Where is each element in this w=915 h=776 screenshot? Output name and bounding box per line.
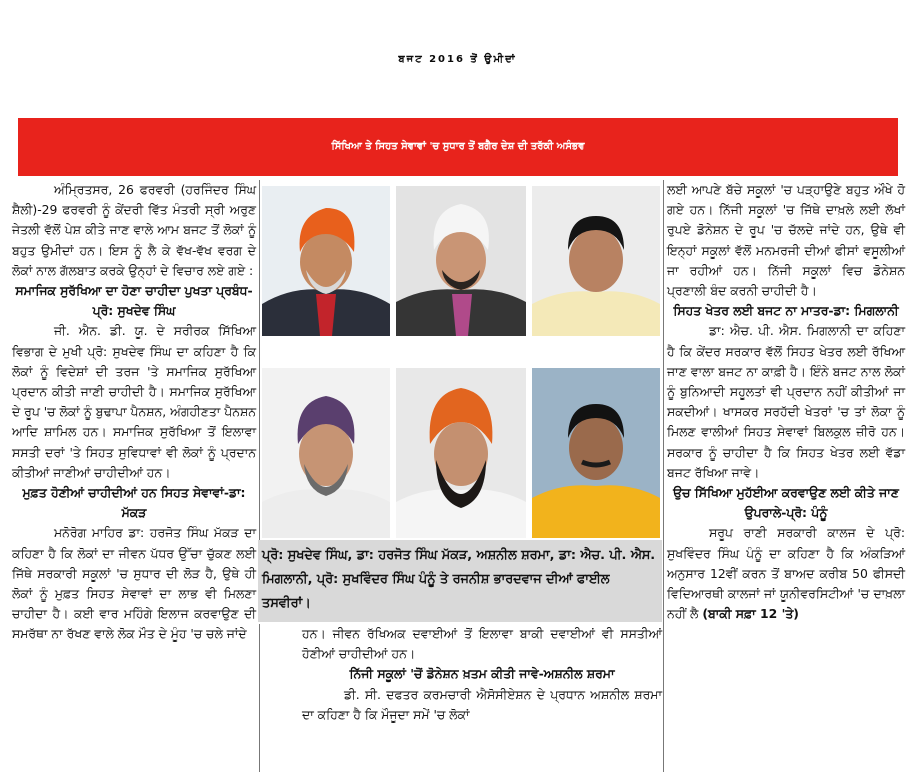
portrait-white-turban-icon — [396, 186, 526, 336]
photo-hps-miglani — [262, 368, 390, 538]
subheading-sukhdev: ਸਮਾਜਿਕ ਸੁਰੱਖਿਆ ਦਾ ਹੋਣਾ ਚਾਹੀਦਾ ਪੁਖਤਾ ਪ੍ਰਬੰਧ-ਪ੍ਰੋ: ਸੁਖਦੇਵ ਸਿੰਘ — [15, 283, 253, 319]
photo-ashneel-sharma — [532, 186, 660, 336]
paragraph-pannu — [667, 523, 905, 624]
continued-on-page: (ਬਾਕੀ ਸਫ਼ਾ 12 'ਤੇ) — [702, 606, 799, 622]
intro-paragraph: ਅੰਮ੍ਰਿਤਸਰ, 26 ਫਰਵਰੀ (ਹਰਜਿੰਦਰ ਸਿੰਘ ਸ਼ੈਲੀ)-29 ਫਰਵਰੀ ਨੂੰ ਕੇਂਦਰੀ ਵਿੱਤ ਮੰਤਰੀ ਸ੍ਰੀ ਅਰੁਣ ਜੇਤਲੀ ਵੱਲੋਂ ਪੇਸ਼ ਕੀਤੇ ਜਾਣ ਵਾਲੇ ਆਮ ਬਜਟ ਤੋਂ ਲੋਕਾਂ ਨੂੰ ਬਹੁਤ ਉਮੀਦਾਂ ਹਨ। ਇਸ ਨੂੰ ਲੈ ਕੇ ਵੱਖ-ਵੱਖ ਵਰਗ ਦੇ ਲੋਕਾਂ ਨਾਲ ਗੱਲਬਾਤ ਕਰਕੇ ਉਨ੍ਹਾਂ ਦੇ ਵਿਚਾਰ ਲਏ ਗਏ : — [12, 182, 256, 278]
photo-harjot-makkar — [396, 186, 526, 336]
right-column — [667, 180, 905, 624]
column-divider-bottom-left — [259, 624, 260, 772]
photo-caption: ਪ੍ਰੋ: ਸੁਖਦੇਵ ਸਿੰਘ, ਡਾ: ਹਰਜੋਤ ਸਿੰਘ ਮੱਕੜ, ਅਸ਼ਨੀਲ ਸ਼ਰਮਾ, ਡਾ: ਐਚ. ਪੀ. ਐਸ. ਮਿਗਲਾਨੀ, ਪ੍ਰੋ: ਸੁਖਵਿੰਦਰ ਸਿੰਘ ਪੰਨੂੰ ਤੇ ਰਜਨੀਸ਼ ਭਾਰਦਵਾਜ ਦੀਆਂ ਫਾਈਲ ਤਸਵੀਰਾਂ। — [262, 548, 656, 611]
column-divider-right — [663, 180, 664, 772]
paragraph-schools: ਲਈ ਆਪਣੇ ਬੱਚੇ ਸਕੂਲਾਂ 'ਚ ਪੜ੍ਹਾਉਣੇ ਬਹੁਤ ਔਖੇ ਹੋ ਗਏ ਹਨ। ਨਿੱਜੀ ਸਕੂਲਾਂ 'ਚ ਜਿੱਥੇ ਦਾਖ਼ਲੇ ਲਈ ਲੱਖਾਂ ਰੁਪਏ ਡੋਨੇਸ਼ਨ ਦੇ ਰੂਪ 'ਚ ਚੱਲਦੇ ਜਾਂਦੇ ਹਨ, ਉਥੇ ਵੀ ਇਨ੍ਹਾਂ ਸਕੂਲਾਂ ਵੱਲੋਂ ਮਨਮਰਜੀ ਦੀਆਂ ਫੀਸਾਂ ਵਸੂਲੀਆਂ ਜਾ ਰਹੀਆਂ ਹਨ। ਨਿੱਜੀ ਸਕੂਲਾਂ ਵਿਚ ਡੋਨੇਸ਼ਨ ਪ੍ਰਣਾਲੀ ਬੰਦ ਕਰਨੀ ਚਾਹੀਦੀ ਹੈ। — [667, 182, 905, 299]
portrait-purple-turban-icon — [262, 368, 390, 538]
subheadline-banner — [18, 118, 898, 176]
middle-column — [302, 624, 662, 725]
paragraph-ashneel: ਡੀ. ਸੀ. ਦਫਤਰ ਕਰਮਚਾਰੀ ਐਸੋਸੀਏਸ਼ਨ ਦੇ ਪ੍ਰਧਾਨ ਅਸ਼ਨੀਲ ਸ਼ਰਮਾ ਦਾ ਕਹਿਣਾ ਹੈ ਕਿ ਮੌਜੂਦਾ ਸਮੇਂ 'ਚ ਲੋਕਾਂ — [302, 686, 662, 722]
photo-rajneesh-bhardwaj — [532, 368, 660, 538]
portrait-man-yellow-shirt-icon — [532, 368, 660, 538]
paragraph-makkar: ਮਨੋਰੋਗ ਮਾਹਿਰ ਡਾ: ਹਰਜੋਤ ਸਿੰਘ ਮੱਕੜ ਦਾ ਕਹਿਣਾ ਹੈ ਕਿ ਲੋਕਾਂ ਦਾ ਜੀਵਨ ਪੱਧਰ ਉੱਚਾ ਚੁੱਕਣ ਲਈ ਜਿੱਥੇ ਸਰਕਾਰੀ ਸਕੂਲਾਂ 'ਚ ਸੁਧਾਰ ਦੀ ਲੋੜ ਹੈ, ਉਥੇ ਹੀ ਲੋਕਾਂ ਨੂੰ ਮੁਫ਼ਤ ਸਿਹਤ ਸੇਵਾਵਾਂ ਦਾ ਲਾਭ ਵੀ ਮਿਲਣਾ ਚਾਹੀਦਾ ਹੈ। ਕਈ ਵਾਰ ਮਹਿੰਗੇ ਇਲਾਜ ਕਰਵਾਉਣ ਦੀ ਸਮਰੱਥਾ ਨਾ ਰੱਖਣ ਵਾਲੇ ਲੋਕ ਮੌਤ ਦੇ ਮੂੰਹ 'ਚ ਚਲੇ ਜਾਂਦੇ — [12, 525, 256, 642]
portrait-man-icon — [532, 186, 660, 336]
portrait-orange-turban-icon — [262, 186, 390, 336]
paragraph-sukhdev: ਜੀ. ਐਨ. ਡੀ. ਯੂ. ਦੇ ਸਰੀਰਕ ਸਿੱਖਿਆ ਵਿਭਾਗ ਦੇ ਮੁਖੀ ਪ੍ਰੋ: ਸੁਖਦੇਵ ਸਿੰਘ ਦਾ ਕਹਿਣਾ ਹੈ ਕਿ ਲੋਕਾਂ ਨੂੰ ਵਿਦੇਸ਼ਾਂ ਦੀ ਤਰਜ 'ਤੇ ਸਮਾਜਿਕ ਸੁਰੱਖਿਆ ਪ੍ਰਦਾਨ ਕੀਤੀ ਜਾਣੀ ਚਾਹੀਦੀ ਹੈ। ਸਮਾਜਿਕ ਸੁਰੱਖਿਆ ਦੇ ਰੂਪ 'ਚ ਲੋਕਾਂ ਨੂੰ ਬੁਢਾਪਾ ਪੈਨਸ਼ਨ, ਅੰਗਹੀਣਤਾ ਪੈਨਸ਼ਨ ਆਦਿ ਸ਼ਾਮਿਲ ਹਨ। ਸਮਾਜਿਕ ਸੁਰੱਖਿਆ ਤੋਂ ਇਲਾਵਾ ਸਸਤੀ ਦਰਾਂ 'ਤੇ ਸਿਹਤ ਸੁਵਿਧਾਵਾਂ ਵੀ ਲੋਕਾਂ ਨੂੰ ਪ੍ਰਦਾਨ ਕੀਤੀਆਂ ਜਾਣੀਆਂ ਚਾਹੀਦੀਆਂ ਹਨ। — [12, 323, 256, 480]
subheading-makkar: ਮੁਫ਼ਤ ਹੋਣੀਆਂ ਚਾਹੀਦੀਆਂ ਹਨ ਸਿਹਤ ਸੇਵਾਵਾਂ-ਡਾ: ਮੱਕੜ — [22, 485, 246, 521]
subheading-donation: ਨਿੱਜੀ ਸਕੂਲਾਂ 'ਚੋਂ ਡੋਨੇਸ਼ਨ ਖ਼ਤਮ ਕੀਤੀ ਜਾਵੇ-ਅਸ਼ਨੀਲ ਸ਼ਰਮਾ — [349, 666, 615, 682]
paragraph-medicines: ਹਨ। ਜੀਵਨ ਰੱਖਿਅਕ ਦਵਾਈਆਂ ਤੋਂ ਇਲਾਵਾ ਬਾਕੀ ਦਵਾਈਆਂ ਵੀ ਸਸਤੀਆਂ ਹੋਣੀਆਂ ਚਾਹੀਦੀਆਂ ਹਨ। — [302, 626, 662, 662]
column-divider-left — [259, 180, 260, 540]
paragraph-miglani: ਡਾ: ਐਚ. ਪੀ. ਐਸ. ਮਿਗਲਾਨੀ ਦਾ ਕਹਿਣਾ ਹੈ ਕਿ ਕੇਂਦਰ ਸਰਕਾਰ ਵੱਲੋਂ ਸਿਹਤ ਖੇਤਰ ਲਈ ਰੱਖਿਆ ਜਾਣ ਵਾਲਾ ਬਜਟ ਨਾ ਕਾਫ਼ੀ ਹੈ। ਇੰਨੇ ਬਜਟ ਨਾਲ ਲੋਕਾਂ ਨੂੰ ਬੁਨਿਆਦੀ ਸਹੂਲਤਾਂ ਵੀ ਪ੍ਰਦਾਨ ਨਹੀਂ ਕੀਤੀਆਂ ਜਾ ਸਕਦੀਆਂ। ਖਾਸਕਰ ਸਰਹੱਦੀ ਖੇਤਰਾਂ 'ਚ ਤਾਂ ਲੋਕਾ ਨੂੰ ਮਿਲਣ ਵਾਲੀਆਂ ਸਿਹਤ ਸੇਵਾਵਾਂ ਬਿਲਕੁਲ ਜ਼ੀਰੋ ਹਨ। ਸਰਕਾਰ ਨੂੰ ਚਾਹੀਦਾ ਹੈ ਕਿ ਸਿਹਤ ਖੇਤਰ ਲਈ ਵੱਡਾ ਬਜਟ ਰੱਖਿਆ ਜਾਵੇ। — [667, 323, 905, 480]
headline: ਬਜਟ 2016 ਤੋਂ ਉਮੀਦਾਂ — [398, 54, 517, 65]
subheadline: ਸਿੱਖਿਆ ਤੇ ਸਿਹਤ ਸੇਵਾਵਾਂ 'ਚ ਸੁਧਾਰ ਤੋਂ ਬਗੈਰ ਦੇਸ਼ ਦੀ ਤਰੱਕੀ ਅਸੰਭਵ — [331, 141, 585, 152]
portrait-orange-turban-beard-icon — [396, 368, 526, 538]
photo-sukhdev-singh — [262, 186, 390, 336]
subheading-pannu: ਉਚ ਸਿੱਖਿਆ ਮੁਹੱਈਆ ਕਰਵਾਉਣ ਲਈ ਕੀਤੇ ਜਾਣ ਉਪਰਾਲੇ-ਪ੍ਰੋ: ਪੰਨੂੰ — [673, 485, 899, 521]
photo-caption-box — [258, 540, 662, 622]
subheading-miglani: ਸਿਹਤ ਖੇਤਰ ਲਈ ਬਜਟ ਨਾ ਮਾਤਰ-ਡਾ: ਮਿਗਲਾਨੀ — [673, 303, 899, 319]
left-column — [12, 180, 256, 645]
paragraph-pannu-text: ਸਰੂਪ ਰਾਣੀ ਸਰਕਾਰੀ ਕਾਲਜ ਦੇ ਪ੍ਰੋ: ਸੁਖਵਿੰਦਰ ਸਿੰਘ ਪੰਨੂੰ ਦਾ ਕਹਿਣਾ ਹੈ ਕਿ ਅੰਕੜਿਆਂ ਅਨੁਸਾਰ 12ਵੀਂ ਕਰਨ ਤੋਂ ਬਾਅਦ ਕਰੀਬ 50 ਫੀਸਦੀ ਵਿਦਿਆਰਥੀ ਕਾਲਜਾਂ ਜਾਂ ਯੂਨੀਵਰਸਿਟੀਆਂ 'ਚ ਦਾਖ਼ਲਾ ਨਹੀਂ ਲੈ — [667, 525, 905, 622]
photo-sukhwinder-pannu — [396, 368, 526, 538]
